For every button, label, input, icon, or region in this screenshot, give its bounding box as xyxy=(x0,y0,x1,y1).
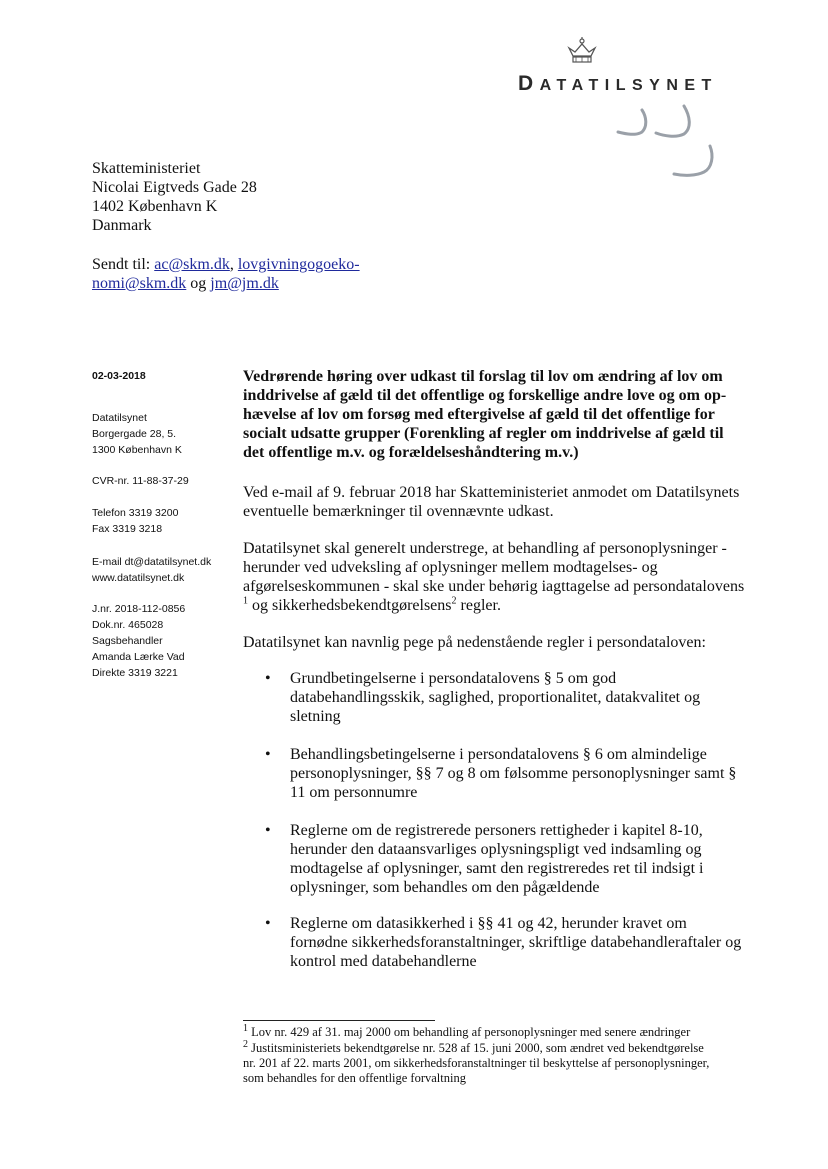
paragraph-1: Ved e-mail af 9. februar 2018 har Skatteministeriet anmodet om Datatilsynets eventuelle bemærkninger til ovennævnte udkast. xyxy=(243,484,740,520)
bullet-icon: • xyxy=(265,670,271,687)
crown-icon xyxy=(565,36,599,66)
sent-to-label: Sendt til: xyxy=(92,256,151,273)
footnote-ref-2: 2 xyxy=(451,595,457,607)
bullet-item: Reglerne om de registrerede personers rettigheder i kapitel 8-10, herunder den dataansvarliges oplysningspligt ved indsamling og modtagelse af oplysninger, samt den registreredes ret til indsigt i oplysninger, som behandles om den pågældende xyxy=(290,822,704,896)
paragraph-3: Datatilsynet kan navnlig pege på nedenstående regler i persondataloven: xyxy=(243,634,706,651)
footnote-1: $^1$ Lov nr. 429 af 31. maj 2000 om behandling af personoplysninger med senere ændringer xyxy=(243,1022,691,1039)
email-link-ac[interactable]: ac@skm.dk xyxy=(154,256,230,273)
letter-subject: Vedrørende høring over udkast til forslag til lov om ændring af lov om inddrivelse af gæld til det offentlige og forskellige andre love og om op- hævelse af lov om forsøg med eftergivelse af gæld til det offentlige for socialt udsatte grupper (Forenkling af regler om inddrivelse af gæld til det offentlige m.v. og forældelseshåndtering m.v.) xyxy=(243,368,727,461)
org-logo-text: DATATILSYNET xyxy=(518,72,718,95)
bullet-item: Grundbetingelserne i persondatalovens § 5 om god databehandlingsskik, saglighed, proportionalitet, datakvalitet og sletning xyxy=(290,670,701,725)
letter-date: 02-03-2018 xyxy=(92,370,146,382)
bullet-icon: • xyxy=(265,915,271,932)
bullet-icon: • xyxy=(265,746,271,763)
footnote-2: $^2$ Justitsministeriets bekendtgørelse nr. 528 af 15. juni 2000, som ændret ved bekendtgørelse nr. 201 af 22. marts 2001, om sikkerhedsforanstaltninger til beskyttelse af personoplysninger, som behandles for den offentlige forvaltning xyxy=(243,1038,710,1085)
recipient-name: Skatteministeriet xyxy=(92,160,201,177)
footnote-divider xyxy=(243,1020,435,1021)
cvr-number: CVR-nr. 11-88-37-29 xyxy=(92,475,189,487)
email-link-lovgivning-cont[interactable]: nomi@skm.dk xyxy=(92,275,187,292)
recipient-city: 1402 København K xyxy=(92,198,218,215)
sender-phone: Telefon 3319 3200 Fax 3319 3218 xyxy=(92,507,179,535)
paragraph-2: Datatilsynet skal generelt understrege, at behandling af personoplysninger - herunder ved udveksling af oplysninger mellem modtagelses- og afgørelseskommunen - skal ske under behørig iagttagelse ad persondatalovens $^1$ og sikkerhedsbekendtgørelsens$^2$ regler. xyxy=(243,540,745,614)
case-info: J.nr. 2018-112-0856 Dok.nr. 465028 Sagsbehandler Amanda Lærke Vad Direkte 3319 3221 xyxy=(92,603,186,679)
sender-address: Datatilsynet Borgergade 28, 5. 1300 København K xyxy=(92,412,182,456)
bullet-item: Reglerne om datasikkerhed i §§ 41 og 42, herunder kravet om fornødne sikkerhedsforanstaltninger, skriftlige databehandleraftaler og kontrol med databehandlerne xyxy=(290,915,742,970)
email-link-lovgivning[interactable]: lovgivningogoeko- xyxy=(237,256,360,273)
recipient-country: Danmark xyxy=(92,217,152,234)
recipient-address xyxy=(92,159,257,235)
sender-contact: E-mail dt@datatilsynet.dk www.datatilsynet.dk xyxy=(92,556,212,584)
footnote-ref-1: 1 xyxy=(243,595,248,607)
email-link-jm[interactable]: jm@jm.dk xyxy=(210,275,279,292)
bullet-icon: • xyxy=(265,822,271,839)
handwritten-mark xyxy=(612,102,732,186)
sent-to: Sendt til: ac@skm.dk, lovgivningogoeko- nomi@skm.dk og jm@jm.dk xyxy=(92,256,360,292)
recipient-street: Nicolai Eigtveds Gade 28 xyxy=(92,179,257,196)
bullet-item: Behandlingsbetingelserne i persondatalovens § 6 om almindelige personoplysninger, §§ 7 og 8 om følsomme personoplysninger samt § 11 om personnumre xyxy=(290,746,737,801)
